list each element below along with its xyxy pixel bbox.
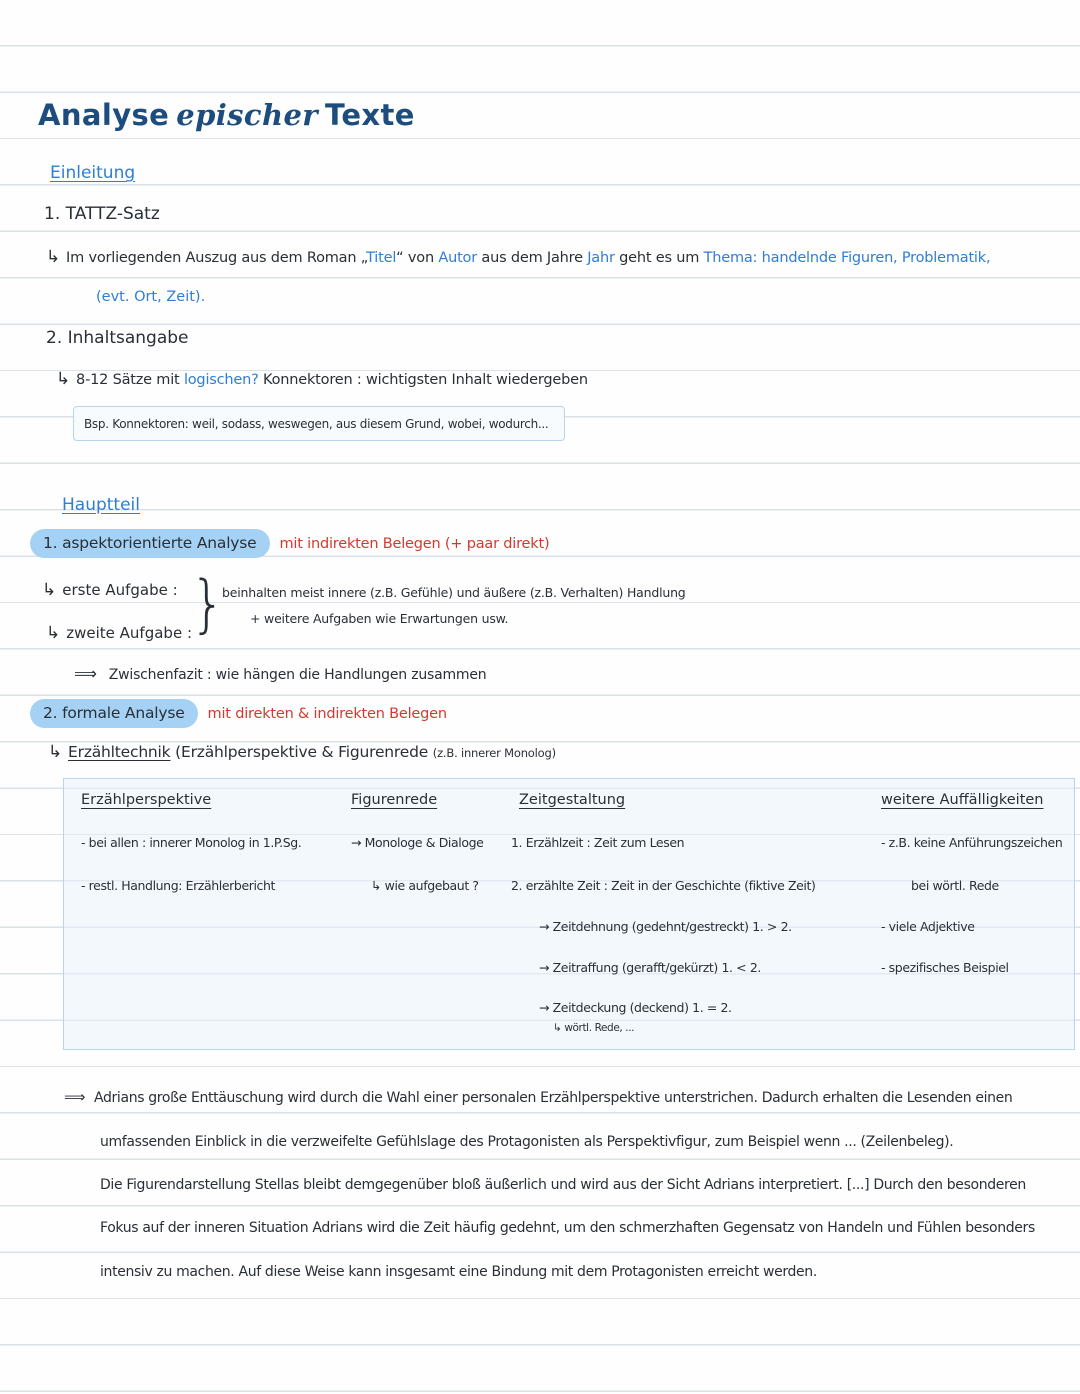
point-1-note: mit indirekten Belegen (+ paar direkt) xyxy=(279,536,550,552)
tattz-autor-placeholder: Autor xyxy=(438,250,477,266)
title-word-texte: Texte xyxy=(324,98,415,132)
fazit-line-1: Adrians große Enttäuschung wird durch die Wahl einer personalen Erzählperspektive unterstrichen. Dadurch erhalten die Lesenden einen xyxy=(94,1090,1013,1106)
erzaehltechnik-small-note: (z.B. innerer Monolog) xyxy=(432,746,556,760)
inhalt-seg1: 8-12 Sätze mit xyxy=(76,372,184,388)
tattz-mid2: aus dem Jahre xyxy=(477,250,588,266)
column-heading-zeitgestaltung: Zeitgestaltung xyxy=(519,792,626,808)
page-title xyxy=(38,98,415,132)
highlight-formale-analyse: 2. formale Analyse xyxy=(30,699,198,728)
erzaehltechnik-rest: (Erzählperspektive & Figurenrede xyxy=(170,743,433,761)
section-heading-einleitung: Einleitung xyxy=(50,163,136,183)
konnektoren-example-box xyxy=(73,406,565,441)
table-row: - spezifisches Beispiel xyxy=(881,960,1009,975)
table-row: - restl. Handlung: Erzählerbericht xyxy=(81,878,276,893)
fazit-line-4: Fokus auf der inneren Situation Adrians wird die Zeit häufig gedehnt, um den schmerzhaften Gegensatz von Handeln und Fühlen besonders xyxy=(100,1220,1035,1236)
aufgaben-description-2: + weitere Aufgaben wie Erwartungen usw. xyxy=(250,611,509,626)
erzaehltechnik-table xyxy=(63,778,1075,1050)
title-word-analyse: Analyse xyxy=(38,98,170,132)
curved-arrow-icon: ↳ xyxy=(46,623,61,643)
tattz-thema-placeholder: Thema: handelnde Figuren, Problematik, xyxy=(703,250,991,266)
erzaehltechnik-line xyxy=(48,742,556,762)
tattz-jahr-placeholder: Jahr xyxy=(587,250,615,266)
title-word-epischer: epischer xyxy=(176,98,318,132)
main-point-1 xyxy=(30,533,549,552)
curved-arrow-icon: ↳ xyxy=(48,742,63,762)
double-arrow-icon: ⟹ xyxy=(74,664,97,683)
fazit-line-2: umfassenden Einblick in die verzweifelte Gefühlslage des Protagonisten als Perspektivfigur, zum Beispiel wenn ... (Zeilenbeleg). xyxy=(100,1134,954,1150)
table-row: → Monologe & Dialoge xyxy=(351,835,484,850)
table-row: - viele Adjektive xyxy=(881,919,975,934)
table-row: → Zeitdeckung (deckend) 1. = 2. xyxy=(539,1000,732,1015)
inhalt-logischen: logischen? xyxy=(183,372,259,388)
table-row: - bei allen : innerer Monolog in 1.P.Sg. xyxy=(81,835,302,850)
inhalt-seg3: Konnektoren : wichtigsten Inhalt wiedergeben xyxy=(258,372,588,388)
list-item-inhaltsangabe: 2. Inhaltsangabe xyxy=(46,328,189,348)
tattz-sentence xyxy=(46,247,990,267)
aufgaben-description-1: beinhalten meist innere (z.B. Gefühle) und äußere (z.B. Verhalten) Handlung xyxy=(222,585,686,600)
tattz-titel-placeholder: Titel xyxy=(366,250,397,266)
curved-arrow-icon: ↳ xyxy=(46,247,61,267)
column-heading-weitere-auffaelligkeiten: weitere Auffälligkeiten xyxy=(881,792,1044,808)
main-point-2 xyxy=(30,703,447,722)
table-row: - z.B. keine Anführungszeichen xyxy=(881,835,1063,850)
erste-aufgabe xyxy=(42,580,178,600)
table-row: ↳ wie aufgebaut ? xyxy=(371,878,479,893)
list-item-tattz: 1. TATTZ-Satz xyxy=(44,204,160,224)
table-row: 1. Erzählzeit : Zeit zum Lesen xyxy=(511,835,685,850)
zwischenfazit-line xyxy=(74,664,486,683)
erzaehltechnik-label: Erzähltechnik xyxy=(68,743,171,761)
double-arrow-icon: ⟹ xyxy=(64,1088,86,1106)
curved-arrow-icon: ↳ xyxy=(56,369,71,389)
tattz-intro: Im vorliegenden Auszug aus dem Roman „ xyxy=(66,250,367,266)
konnektoren-example-text: Bsp. Konnektoren: weil, sodass, weswegen, aus diesem Grund, wobei, wodurch... xyxy=(84,416,549,431)
highlight-aspektorientierte-analyse: 1. aspektorientierte Analyse xyxy=(30,529,270,558)
zwischenfazit-text: Zwischenfazit : wie hängen die Handlungen zusammen xyxy=(108,667,487,683)
point-2-note: mit direkten & indirekten Belegen xyxy=(207,706,447,722)
tattz-mid3: geht es um xyxy=(614,250,704,266)
table-row: ↳ wörtl. Rede, ... xyxy=(553,1022,635,1034)
column-heading-erzaehlperspektive: Erzählperspektive xyxy=(81,792,212,808)
section-heading-hauptteil: Hauptteil xyxy=(62,495,141,515)
column-heading-figurenrede: Figurenrede xyxy=(351,792,438,808)
tattz-sentence-line2: (evt. Ort, Zeit). xyxy=(96,289,206,305)
tattz-mid1: “ von xyxy=(396,250,439,266)
inhaltsangabe-note xyxy=(56,369,588,389)
erste-aufgabe-label: erste Aufgabe : xyxy=(62,581,178,599)
zweite-aufgabe xyxy=(46,623,192,643)
table-row: → Zeitdehnung (gedehnt/gestreckt) 1. > 2. xyxy=(539,919,792,934)
grouping-brace: } xyxy=(190,568,226,641)
curved-arrow-icon: ↳ xyxy=(42,580,57,600)
table-row: bei wörtl. Rede xyxy=(911,878,999,893)
fazit-line-3: Die Figurendarstellung Stellas bleibt demgegenüber bloß äußerlich und wird aus der Sicht Adrians interpretiert. [...] Durch den besonderen xyxy=(100,1177,1026,1193)
table-row: → Zeitraffung (gerafft/gekürzt) 1. < 2. xyxy=(539,960,761,975)
fazit-line-5: intensiv zu machen. Auf diese Weise kann insgesamt eine Bindung mit dem Protagonisten erreicht werden. xyxy=(100,1264,817,1280)
table-row: 2. erzählte Zeit : Zeit in der Geschichte (fiktive Zeit) xyxy=(511,878,816,893)
zweite-aufgabe-label: zweite Aufgabe : xyxy=(66,624,192,642)
